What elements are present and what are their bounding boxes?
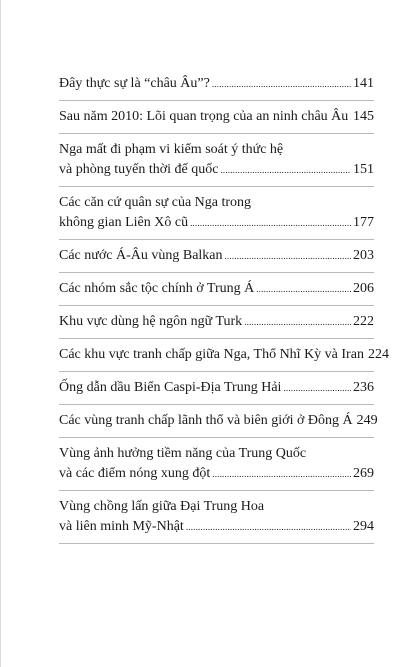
toc-entry-title-line1: Vùng chồng lấn giữa Đại Trung Hoa [59,499,265,514]
toc-entry-title: Các khu vực tranh chấp giữa Nga, Thổ Nhĩ Kỳ và Iran [59,347,364,362]
toc-page-number: 177 [353,215,374,230]
toc-page-number: 236 [353,380,374,395]
dot-leader [256,282,351,296]
page-edge [0,0,1,667]
toc-line [59,107,374,127]
toc-line [59,213,374,233]
toc-entry [59,240,374,273]
toc-entry-title: Đây thực sự là “châu Âu”? [59,76,210,91]
toc-line [59,464,374,484]
toc-entry-title: Các vùng tranh chấp lãnh thổ và biên giới ở Đông Á [59,413,353,428]
toc-entry [59,491,374,544]
toc-entry-title-line2: và các điểm nóng xung đột [59,466,211,481]
toc-page-number: 224 [367,347,389,362]
toc-page-number: 206 [353,281,374,296]
toc-entry [59,438,374,491]
dot-leader [220,163,351,177]
toc-entry-title-line1: Các căn cứ quân sự của Nga trong [59,195,252,210]
toc-entry-title: Khu vực dùng hệ ngôn ngữ Turk [59,314,243,329]
toc-entry [59,68,374,101]
toc-entry-title-line1: Nga mất đi phạm vi kiểm soát ý thức hệ [59,142,284,157]
toc-entry [59,372,374,405]
toc-entry [59,405,378,438]
toc-entry [59,101,374,134]
toc-line [59,411,378,431]
toc-entry-title: Sau năm 2010: Lõi quan trọng của an ninh châu Âu [59,109,349,124]
toc-entry-title: Ống dẫn dầu Biển Caspi-Địa Trung Hải [59,380,282,395]
toc-entry-title-line2: và phòng tuyến thời đế quốc [59,162,219,177]
toc-line [59,74,374,94]
toc-entry [59,273,374,306]
toc-line [59,279,374,299]
toc-page-number: 249 [356,413,378,428]
toc-page-number: 151 [353,162,374,177]
toc-entry-title-line1: Vùng ảnh hưởng tiềm năng của Trung Quốc [59,446,307,461]
dot-leader [186,520,351,534]
toc-page-number: 141 [353,76,374,91]
toc-entry [59,134,374,187]
toc-line [59,517,374,537]
table-of-contents [59,68,389,544]
toc-page-number: 294 [353,519,374,534]
dot-leader [212,467,351,481]
toc-entry-title-line2: và liên minh Mỹ-Nhật [59,519,184,534]
toc-page-number: 203 [353,248,374,263]
toc-line [59,160,374,180]
toc-line [59,312,374,332]
dot-leader [283,381,351,395]
dot-leader [244,315,351,329]
toc-line [59,345,389,365]
dot-leader [225,249,351,263]
toc-entry [59,339,389,372]
dot-leader [350,110,351,124]
toc-page-number: 222 [353,314,374,329]
toc-page-number: 145 [353,109,374,124]
toc-entry-title-line2: không gian Liên Xô cũ [59,215,189,230]
dot-leader [190,216,351,230]
toc-page-number: 269 [353,466,374,481]
toc-entry [59,306,374,339]
toc-entry-title: Các nhóm sắc tộc chính ở Trung Á [59,281,255,296]
dot-leader [212,77,351,91]
toc-line [59,246,374,266]
toc-line [59,378,374,398]
toc-entry [59,187,374,240]
toc-entry-title: Các nước Á-Âu vùng Balkan [59,248,223,263]
